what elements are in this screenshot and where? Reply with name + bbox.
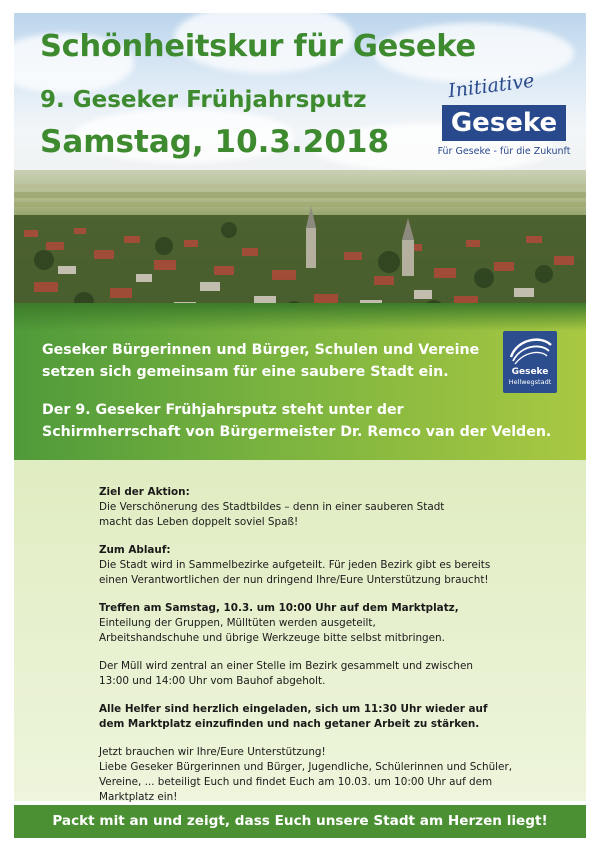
poster-title: Schönheitskur für Geseke <box>40 29 476 64</box>
intro-line: setzen sich gemeinsam für eine saubere Stadt ein. <box>42 364 449 380</box>
section-ziel <box>99 485 499 530</box>
initiative-geseke-logo <box>432 69 576 179</box>
section-line: macht das Leben doppelt soviel Spaß! <box>99 516 299 528</box>
section-helfer <box>99 702 499 732</box>
poster-subtitle: 9. Geseker Frühjahrsputz <box>40 87 367 113</box>
section-ablauf <box>99 543 499 588</box>
intro-line: Schirmherrschaft von Bürgermeister Dr. Remco van der Velden. <box>42 424 552 440</box>
info-content <box>99 485 513 818</box>
intro-line: Der 9. Geseker Frühjahrsputz steht unter der <box>42 402 404 418</box>
hellwegstadt-logo <box>503 331 557 393</box>
section-muell <box>99 659 499 689</box>
section-heading: Zum Ablauf: <box>99 544 171 556</box>
intro-line: Geseker Bürgerinnen und Bürger, Schulen und Vereine <box>42 342 480 358</box>
section-schluss <box>99 745 513 805</box>
header-sky <box>14 13 586 183</box>
intro-paragraph-1 <box>42 339 522 383</box>
footer-slogan: Packt mit an und zeigt, dass Euch unsere Stadt am Herzen liegt! <box>14 805 586 838</box>
section-line: Alle Helfer sind herzlich eingeladen, sich um 11:30 Uhr wieder auf <box>99 703 488 715</box>
initiative-tagline: Für Geseke - für die Zukunft <box>437 146 571 157</box>
section-heading: Treffen am Samstag, 10.3. um 10:00 Uhr auf dem Marktplatz, <box>99 602 459 614</box>
section-line: Einteilung der Gruppen, Mülltüten werden ausgeteilt, <box>99 617 376 629</box>
section-line: Der Müll wird zentral an einer Stelle im Bezirk gesammelt und zwischen <box>99 660 473 672</box>
initiative-name: Geseke <box>442 105 566 141</box>
section-line: dem Marktplatz einzufinden und nach getaner Arbeit zu stärken. <box>99 718 480 730</box>
section-line: 13:00 und 14:00 Uhr vom Bauhof abgeholt. <box>99 675 326 687</box>
section-line: Die Stadt wird in Sammelbezirke aufgeteilt. Für jeden Bezirk gibt es bereits <box>99 559 491 571</box>
swoosh-icon <box>503 331 557 367</box>
section-line: Jetzt brauchen wir Ihre/Eure Unterstützung! <box>99 746 326 758</box>
hellwegstadt-logo-name: Geseke <box>511 367 549 377</box>
section-line: einen Verantwortlichen der nun dringend Ihre/Eure Unterstützung braucht! <box>99 574 489 586</box>
initiative-script-text: Initiative <box>446 69 536 103</box>
section-treffen <box>99 601 499 646</box>
section-line: Liebe Geseker Bürgerinnen und Bürger, Jugendliche, Schülerinnen und Schüler, <box>99 761 513 773</box>
event-date: Samstag, 10.3.2018 <box>40 124 390 160</box>
section-line: Vereine, ... beteiligt Euch und findet Euch am 10.03. um 10:00 Uhr auf dem <box>99 776 493 788</box>
section-line: Arbeitshandschuhe und übrige Werkzeuge bitte selbst mitbringen. <box>99 632 445 644</box>
intro-band <box>14 303 586 460</box>
hellwegstadt-logo-sub: Hellwegstadt <box>508 378 552 386</box>
town-aerial-photo <box>14 170 586 318</box>
section-line: Die Verschönerung des Stadtbildes – denn in einer sauberen Stadt <box>99 501 445 513</box>
section-heading: Ziel der Aktion: <box>99 486 190 498</box>
info-panel <box>14 460 586 801</box>
poster <box>14 13 586 838</box>
section-line: Marktplatz ein! <box>99 791 178 803</box>
intro-paragraph-2 <box>42 399 552 443</box>
